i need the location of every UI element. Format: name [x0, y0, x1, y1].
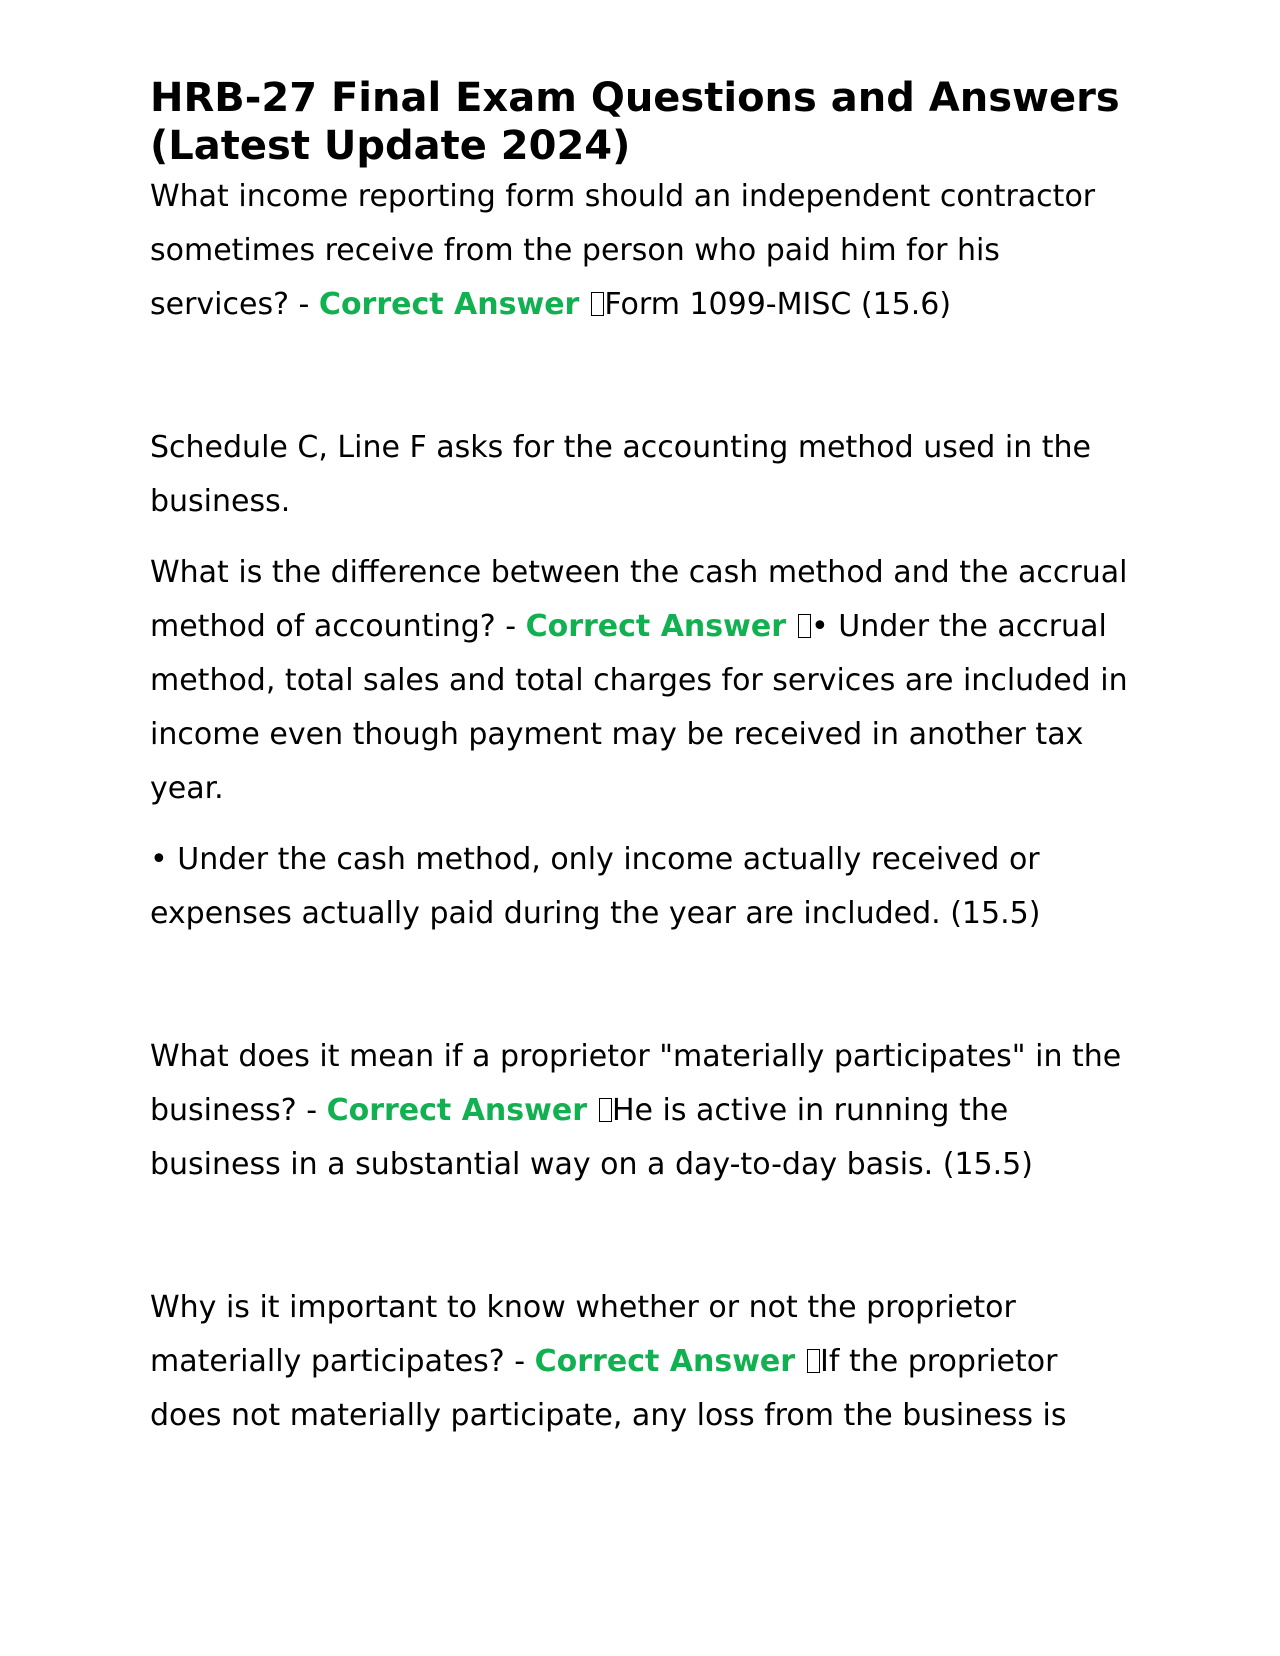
answer-text: Form 1099-MISC (15.6) — [604, 287, 952, 322]
question-text: What does it mean if a proprietor "materially participates" in the business? - — [150, 1039, 1122, 1128]
document-page — [150, 74, 1130, 1443]
qa-item-3 — [150, 1030, 1130, 1192]
qa-item-2-preamble: Schedule C, Line F asks for the accounting method used in the business. — [150, 430, 1092, 519]
question-text: Why is it important to know whether or not the proprietor materially participates? - — [150, 1290, 1016, 1379]
answer-text: He is active in running the business in a substantial way on a day-to-day basis. (15.5) — [150, 1093, 1033, 1182]
missing-glyph-icon — [807, 1349, 820, 1373]
answer-text: • Under the accrual method, total sales and total charges for services are included in income even though payment may be received in another tax year. — [150, 609, 1128, 806]
question-text: What income reporting form should an independent contractor sometimes receive from the person who paid him for his services? - — [150, 179, 1096, 322]
qa-item-1 — [150, 170, 1130, 332]
page-title: HRB-27 Final Exam Questions and Answers (Latest Update 2024) — [150, 75, 1120, 169]
qa-item-2 — [150, 546, 1130, 816]
missing-glyph-icon — [798, 614, 811, 638]
answer-text: If the proprietor does not materially participate, any loss from the business is — [150, 1344, 1067, 1433]
correct-answer-label: Correct Answer — [326, 1093, 587, 1128]
qa-item-2-answer-continued: • Under the cash method, only income actually received or expenses actually paid during the year are included. (15.5) — [150, 842, 1041, 931]
missing-glyph-icon — [591, 292, 604, 316]
correct-answer-label: Correct Answer — [534, 1344, 796, 1379]
missing-glyph-icon — [599, 1098, 612, 1122]
correct-answer-label: Correct Answer — [318, 287, 580, 322]
qa-item-4 — [150, 1281, 1130, 1443]
correct-answer-label: Correct Answer — [525, 609, 786, 644]
question-text: What is the difference between the cash method and the accrual method of accounting? - — [150, 555, 1128, 644]
